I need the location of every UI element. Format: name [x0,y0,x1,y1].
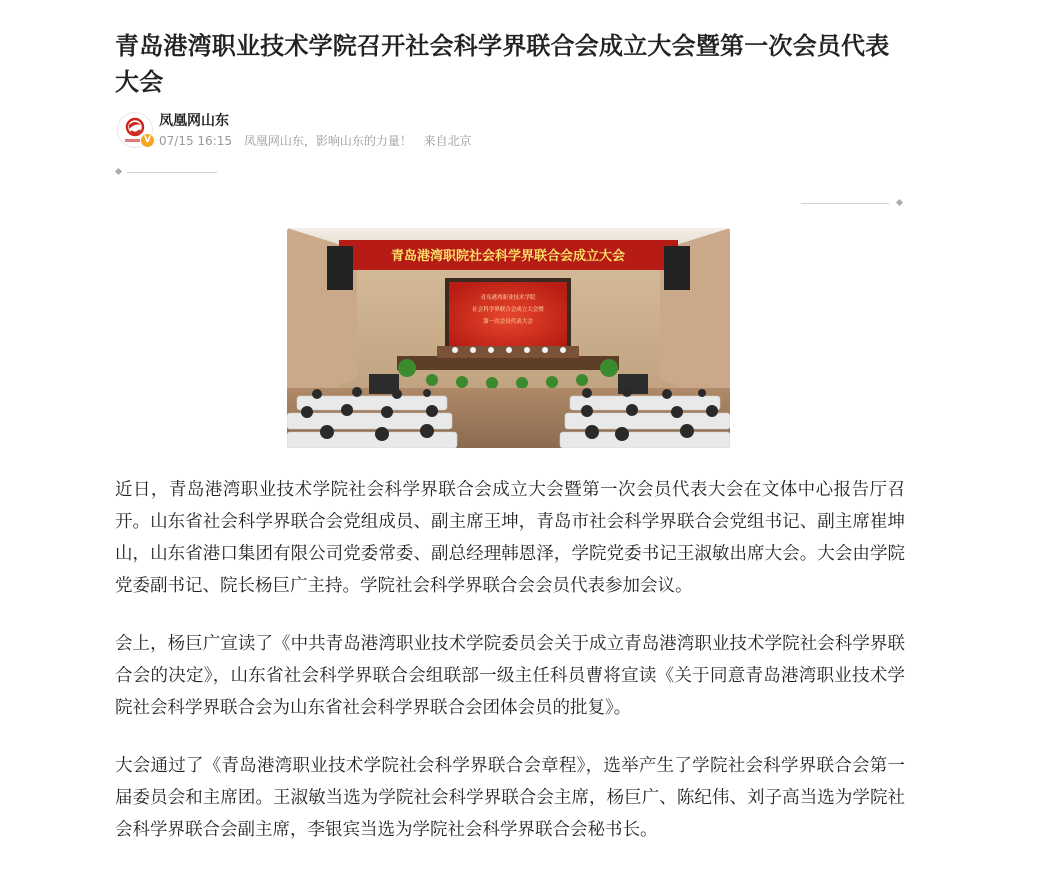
paragraph-2: 会上，杨巨广宣读了《中共青岛港湾职业技术学院委员会关于成立青岛港湾职业技术学院社会科学界联合会的决定》，山东省社会科学界联合会组联部一级主任科员曹将宣读《关于同意青岛港湾职业技术学院社会科学界联合会为山东省社会科学界联合会团体会员的批复》。 [115,634,905,718]
paragraph-3: 大会通过了《青岛港湾职业技术学院社会科学界联合会章程》，选举产生了学院社会科学界联合会第一届委员会和主席团。王淑敏当选为学院社会科学界联合会主席，杨巨广、陈纪伟、刘子高当选为学院社会科学界联合会副主席，李银宾当选为学院社会科学界联合会秘书长。 [115,756,905,840]
divider-line [801,203,889,204]
article-meta [159,133,480,149]
publish-datetime: 07/15 16:15 [159,134,232,148]
divider-left [115,168,217,176]
article-body [115,474,905,872]
author-slogan: 凤凰网山东，影响山东的力量！ [243,134,412,148]
screen-line-2: 社会科学界联合会成立大会暨 [472,307,544,313]
verified-badge-icon: V [140,133,155,148]
publish-location: 来自北京 [423,134,472,148]
article-title: 青岛港湾职业技术学院召开社会科学界联合会成立大会暨第一次会员代表大会 [115,32,890,96]
divider-dot [896,199,903,206]
screen-line-1: 青岛港湾职业技术学院 [480,295,536,301]
screen-line-3: 第一次会员代表大会 [483,319,533,325]
divider-right [801,199,905,207]
author-row [115,110,905,152]
author-name[interactable]: 凤凰网山东 [159,113,229,129]
article-photo[interactable] [287,228,730,448]
photo-banner-text: 青岛港湾职院社会科学界联合会成立大会 [390,249,626,264]
divider-line [127,172,217,173]
conference-hall-image [287,228,730,448]
paragraph-1: 近日，青岛港湾职业技术学院社会科学界联合会成立大会暨第一次会员代表大会在文体中心报告厅召开。山东省社会科学界联合会党组成员、副主席王坤，青岛市社会科学界联合会党组书记、副主席崔坤山，山东省港口集团有限公司党委常委、副总经理韩恩泽，学院党委书记王淑敏出席大会。大会由学院党委副书记、院长杨巨广主持。学院社会科学界联合会会员代表参加会议。 [115,480,905,596]
divider-dot [115,168,122,175]
